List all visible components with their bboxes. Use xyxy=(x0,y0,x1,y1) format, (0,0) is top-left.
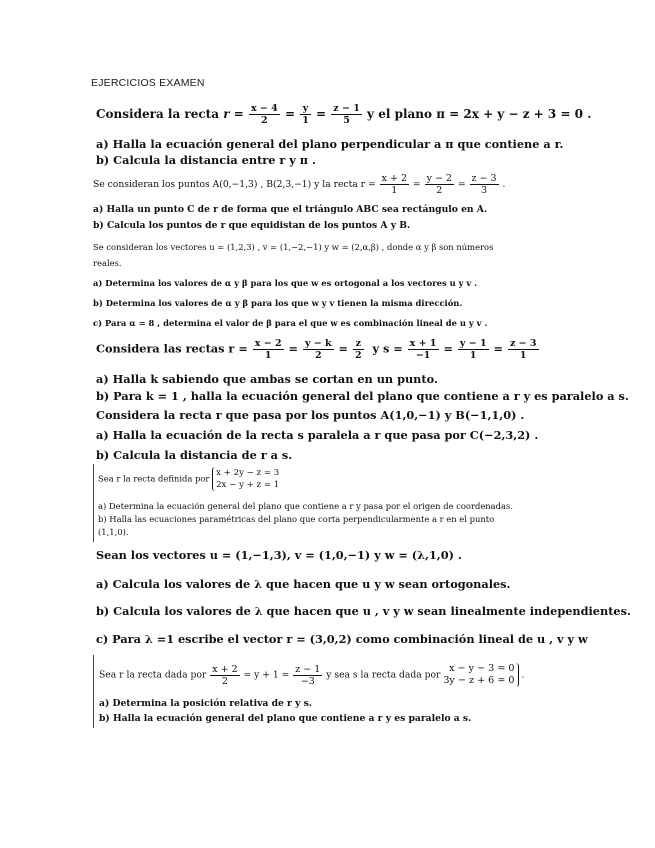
ex8-eq2: 3y − z + 6 = 0 xyxy=(443,675,515,686)
ex2-intro: Se consideran los puntos A(0,−1,3) , B(2,3,−1) y la recta r = xyxy=(93,179,376,190)
ex4-statement: Considera las rectas r = $\frac{x - 2}{1}$ = $\frac{y - k}{2}$ = $\frac{z}{2}$ y s = $\frac{x + 1}{-1}$ = $\frac{y - 1}{1}$ = $\frac{z - 3}{1}$ xyxy=(96,338,537,361)
ex4-mid: y s = xyxy=(372,341,403,356)
ex7-intro: Sean los vectores u = (1,−1,3), v = (1,0,−1) y w = (λ,1,0) . xyxy=(96,548,462,562)
ex7-part-b: b) Calcula los valores de λ que hacen que u , v y w sean linealmente independientes. xyxy=(96,604,631,618)
ex4-frac-3: $\frac{z}{2}$ xyxy=(354,338,362,361)
ex6-eq1: x + 2y − z = 3 xyxy=(216,468,280,478)
ex6-system xyxy=(212,467,279,491)
ex6-margin-bar xyxy=(93,464,94,542)
ex4-frac-6: $\frac{z - 3}{1}$ xyxy=(509,338,537,361)
ex6-part-b: b) Halla las ecuaciones paramétricas del plano que corta perpendicularmente a r en el punto xyxy=(98,514,495,524)
ex2-part-a: a) Halla un punto C de r de forma que el triángulo ABC sea rectángulo en A. xyxy=(93,204,488,215)
ex1-part-a: a) Halla la ecuación general del plano perpendicular a π que contiene a r. xyxy=(96,137,564,151)
ex1-plane: y el plano π = 2x + y − z + 3 = 0 . xyxy=(367,107,592,121)
ex4-frac-5: $\frac{y - 1}{1}$ xyxy=(459,338,487,361)
ex8-intro: Sea r la recta dada por xyxy=(99,669,207,681)
ex8-frac-1: $\frac{x + 2}{2}$ xyxy=(212,663,238,687)
ex4-part-a: a) Halla k sabiendo que ambas se cortan en un punto. xyxy=(96,372,438,386)
page-title: EJERCICIOS EXAMEN xyxy=(91,77,205,89)
ex2-statement: Se consideran los puntos A(0,−1,3) , B(2,3,−1) y la recta r = $\frac{x + 2}{1}$ = $\frac{y - 2}{2}$ = $\frac{z - 3}{3}$ . xyxy=(93,173,506,196)
ex8-frac-2: $\frac{z - 1}{-3}$ xyxy=(295,663,321,687)
ex1-statement: Considera la recta r = $\frac{x - 4}{2}$ = $\frac{y}{1}$ = $\frac{z - 1}{5}$ y el plano π = 2x + y − z + 3 = 0 . xyxy=(96,103,592,126)
ex1-intro: Considera la recta xyxy=(96,107,219,121)
ex6-part-b-2: (1,1,0). xyxy=(98,527,129,537)
ex8-mid-2: y sea s la recta dada por xyxy=(326,669,441,681)
ex4-frac-4: $\frac{x + 1}{-1}$ xyxy=(409,338,437,361)
ex6-statement xyxy=(98,467,279,491)
ex8-statement: Sea r la recta dada por $\frac{x + 2}{2}$ = y + 1 = $\frac{z - 1}{-3}$ y sea s la recta dada por x − y − 3 = 0 3y − z + 6 = 0 . xyxy=(99,663,525,687)
ex1-frac-2: $\frac{y}{1}$ xyxy=(302,103,309,126)
ex4-frac-2: $\frac{y - k}{2}$ xyxy=(304,338,332,361)
ex1-r: r xyxy=(223,107,230,121)
ex5-part-a: a) Halla la ecuación de la recta s paralela a r que pasa por C(−2,3,2) . xyxy=(96,428,539,442)
ex1-frac-3: $\frac{z - 1}{5}$ xyxy=(333,103,360,126)
ex3-intro: Se consideran los vectores u = (1,2,3) , v = (1,−2,−1) y w = (2,α,β) , donde α y β son números xyxy=(93,242,494,252)
ex7-part-a: a) Calcula los valores de λ que hacen que u y w sean ortogonales. xyxy=(96,577,511,591)
ex2-frac-2: $\frac{y - 2}{2}$ xyxy=(426,173,452,196)
ex8-eq1: x − y − 3 = 0 xyxy=(449,663,515,674)
ex4-frac-1: $\frac{x - 2}{1}$ xyxy=(254,338,282,361)
ex2-part-b: b) Calcula los puntos de r que equidistan de los puntos A y B. xyxy=(93,220,411,231)
ex5-part-b: b) Calcula la distancia de r a s. xyxy=(96,448,293,462)
ex7-part-c: c) Para λ =1 escribe el vector r = (3,0,2) como combinación lineal de u , v y w xyxy=(96,632,588,646)
ex3-part-b: b) Determina los valores de α y β para los que w y v tienen la misma dirección. xyxy=(93,298,463,308)
ex3-part-c: c) Para α = 8 , determina el valor de β para el que w es combinación lineal de u y v . xyxy=(93,318,488,328)
ex1-part-b: b) Calcula la distancia entre r y π . xyxy=(96,153,316,167)
ex8-margin-bar xyxy=(93,655,94,728)
ex1-frac-1: $\frac{x - 4}{2}$ xyxy=(250,103,278,126)
ex6-intro: Sea r la recta definida por xyxy=(98,473,210,484)
ex3-part-a: a) Determina los valores de α y β para los que w es ortogonal a los vectores u y v . xyxy=(93,278,478,288)
ex8-mid-1: = y + 1 = xyxy=(243,669,290,681)
ex6-part-a: a) Determina la ecuación general del plano que contiene a r y pasa por el origen de coordenadas. xyxy=(98,501,513,511)
ex6-eq2: 2x − y + z = 1 xyxy=(216,480,280,490)
ex8-part-b: b) Halla la ecuación general del plano que contiene a r y es paralelo a s. xyxy=(99,713,472,724)
ex8-system xyxy=(443,663,518,687)
ex8-part-a: a) Determina la posición relativa de r y s. xyxy=(99,698,312,709)
ex5-intro: Considera la recta r que pasa por los puntos A(1,0,−1) y B(−1,1,0) . xyxy=(96,408,525,422)
ex4-intro: Considera las rectas r = xyxy=(96,341,248,356)
ex4-part-b: b) Para k = 1 , halla la ecuación general del plano que contiene a r y es paralelo a s. xyxy=(96,389,629,403)
ex2-frac-1: $\frac{x + 2}{1}$ xyxy=(381,173,408,196)
ex2-frac-3: $\frac{z - 3}{3}$ xyxy=(471,173,497,196)
ex3-intro-2: reales. xyxy=(93,258,122,268)
